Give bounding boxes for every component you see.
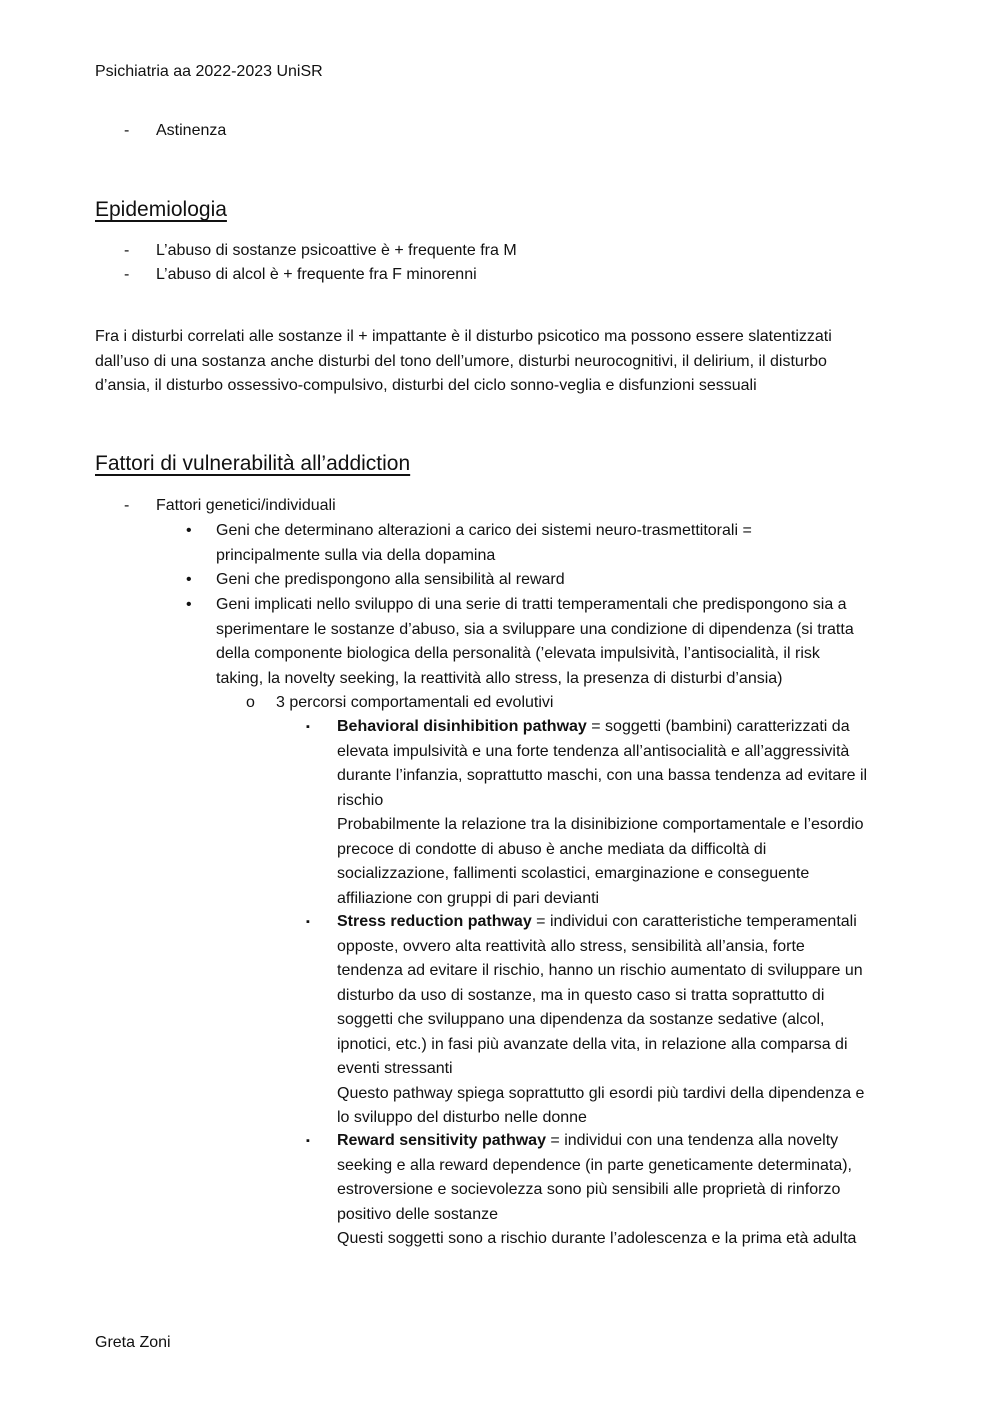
pathway-line: tendenza ad evitare il rischio, hanno un rischio aumentato di sviluppare un: [337, 962, 863, 979]
pathway-line: affiliazione con gruppi di pari devianti: [337, 889, 600, 907]
bullet-marker: •: [186, 571, 192, 588]
pathway-line: eventi stressanti: [337, 1060, 453, 1077]
pathway-line: disturbo da uso di sostanze, ma in questo caso si tratta soprattutto di: [337, 986, 825, 1004]
paragraph-line: dall’uso di una sostanza anche disturbi del tono dell’umore, disturbi neurocognitivi, il delirium, il disturbo: [95, 352, 827, 370]
page-footer: Greta Zoni: [95, 1334, 171, 1351]
bullet-line: principalmente sulla via della dopamina: [216, 546, 496, 564]
pathway-first-line: [337, 1129, 907, 1154]
pathway-first-rest: = individui con una tendenza alla novelty: [545, 1132, 839, 1149]
pathway-first-line: [337, 715, 907, 740]
pathway-line: precoce di condotte di abuso è anche mediata da difficoltà di: [337, 840, 767, 858]
list-item-text: Astinenza: [156, 122, 227, 139]
bullet-marker: •: [186, 596, 192, 613]
pathway-line: ipnotici, etc.) in fasi più avanzate della vita, in relazione alla comparsa di: [337, 1035, 848, 1053]
list-item-text: L’abuso di sostanze psicoattive è + frequente fra M: [156, 242, 517, 259]
pathway-first-line: [337, 910, 907, 935]
list-item-text: L’abuso di alcol è + frequente fra F minorenni: [156, 266, 477, 283]
pathway-line: Questi soggetti sono a rischio durante l’adolescenza e la prima età adulta: [337, 1230, 857, 1247]
pathway-line: Probabilmente la relazione tra la disinibizione comportamentale e l’esordio: [337, 816, 864, 833]
pathway-line: soggetti che sviluppano una dipendenza da sostanze sedative (alcol,: [337, 1011, 825, 1028]
page-header: Psichiatria aa 2022-2023 UniSR: [95, 63, 323, 80]
pathway-line: positivo delle sostanze: [337, 1205, 498, 1223]
dash-marker: -: [124, 497, 130, 514]
bullet-line: Geni che predispongono alla sensibilità al reward: [216, 571, 565, 588]
bullet-line: della componente biologica della personalità (’elevata impulsività, l’antisocialità, il risk: [216, 645, 820, 662]
pathway-line: estroversione e socievolezza sono più sensibili alle proprietà di rinforzo: [337, 1181, 841, 1198]
pathway-name: Behavioral disinhibition pathway: [337, 718, 587, 735]
pathway-line: lo sviluppo del disturbo nelle donne: [337, 1109, 587, 1126]
bullet-line: taking, la novelty seeking, la reattività allo stress, la presenza di disturbi d’ansia): [216, 669, 783, 687]
circle-marker: o: [246, 694, 255, 711]
section-heading-epidemiologia: Epidemiologia: [95, 198, 227, 221]
body-paragraph: [95, 325, 895, 399]
pathway-line: elevata impulsività e una forte tendenza all’antisocialità e all’aggressività: [337, 742, 850, 760]
bullet-line: Geni implicati nello sviluppo di una serie di tratti temperamentali che predispongono sia a: [216, 596, 847, 613]
sub-list-item-text: 3 percorsi comportamentali ed evolutivi: [276, 694, 554, 711]
dash-marker: -: [124, 266, 130, 283]
square-marker: ▪: [306, 721, 310, 733]
pathway-line: Questo pathway spiega soprattutto gli esordi più tardivi della dipendenza e: [337, 1084, 865, 1102]
pathway-first-rest: = individui con caratteristiche temperamentali: [531, 913, 857, 930]
square-marker: ▪: [306, 916, 310, 928]
pathway-line: rischio: [337, 791, 384, 809]
list-item-text: Fattori genetici/individuali: [156, 497, 336, 514]
pathway-first-rest: = soggetti (bambini) caratterizzati da: [586, 718, 850, 735]
bullet-line: Geni che determinano alterazioni a carico dei sistemi neuro-trasmettitorali =: [216, 522, 752, 539]
bullet-line: sperimentare le sostanze d’abuso, sia a sviluppare una condizione di dipendenza (si tratta: [216, 620, 854, 638]
pathway-line: opposte, ovvero alta reattività allo stress, sensibilità all’ansia, forte: [337, 937, 805, 955]
dash-marker: -: [124, 122, 130, 139]
paragraph-line: Fra i disturbi correlati alle sostanze il + impattante è il disturbo psicotico ma possono essere slatentizzati: [95, 328, 832, 345]
pathway-line: durante l’infanzia, soprattutto maschi, con una bassa tendenza ad evitare il: [337, 767, 868, 784]
dash-marker: -: [124, 242, 130, 259]
pathway-line: seeking e alla reward dependence (in parte geneticamente determinata),: [337, 1156, 852, 1174]
bullet-marker: •: [186, 522, 192, 539]
section-heading-fattori: Fattori di vulnerabilità all’addiction: [95, 452, 411, 475]
pathway-name: Reward sensitivity pathway: [337, 1132, 546, 1149]
square-marker: ▪: [306, 1135, 310, 1147]
pathway-line: socializzazione, fallimenti scolastici, emarginazione e conseguente: [337, 865, 810, 882]
paragraph-line: d’ansia, il disturbo ossessivo-compulsivo, disturbi del ciclo sonno-veglia e disfunzioni sessuali: [95, 377, 757, 394]
pathway-name: Stress reduction pathway: [337, 913, 532, 930]
